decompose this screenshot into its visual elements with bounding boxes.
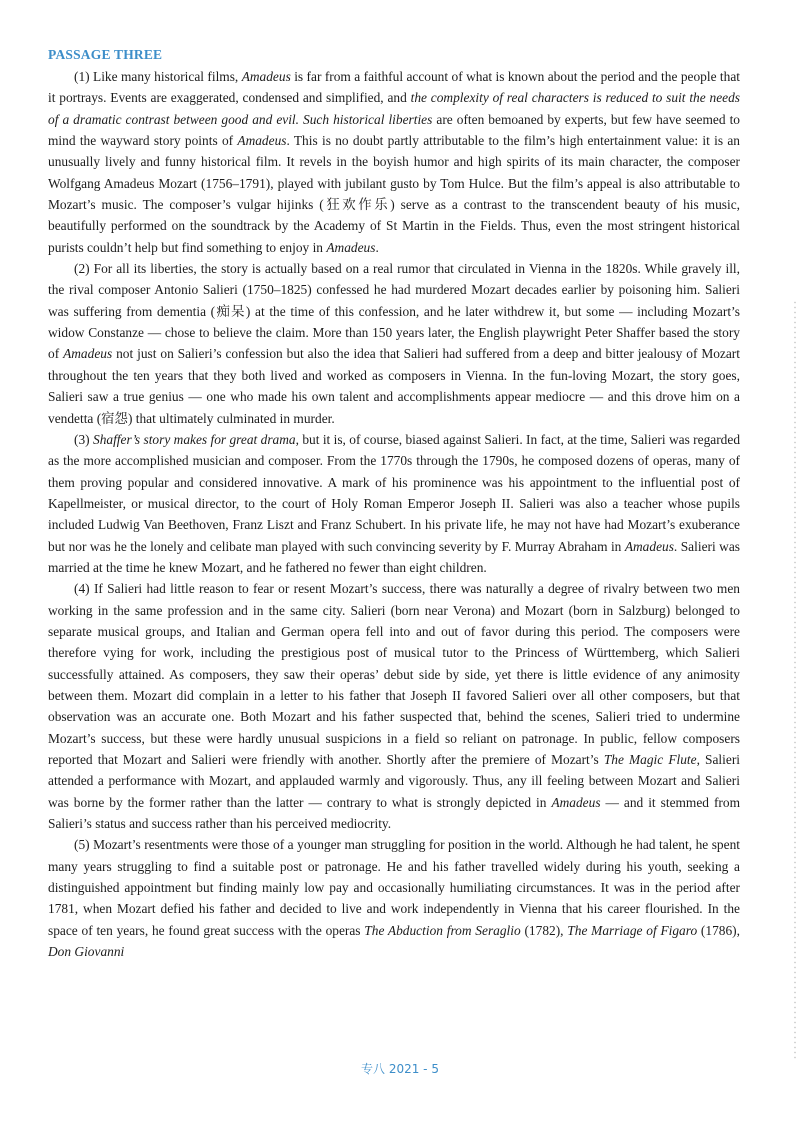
italic-text: The Marriage of Figaro — [567, 922, 698, 938]
paragraph-3 — [48, 429, 740, 578]
text-run: (3) — [74, 431, 93, 447]
italic-text: Amadeus — [237, 133, 287, 149]
text-run: . — [375, 239, 379, 255]
italic-text: Amadeus — [63, 346, 113, 362]
text-run: are often bemoaned by experts, but few have seemed to mind the wayward story points of — [48, 111, 740, 149]
paragraph-1 — [48, 66, 740, 258]
text-run: (1782), — [520, 922, 568, 938]
text-run: . Salieri was married at the time he knew Mozart, and he fathered no fewer than eight children. — [48, 538, 740, 575]
text-run: not just on Salieri’s confession but also the idea that Salieri had suffered from a deep and bitter jealousy of Mozart throughout the ten years that they both lived and worked as composers in Vienna. In the fun-loving Mozart, the story goes, Salieri saw a true genius — one who made his own talent and accomplishments appear mediocre — and this drove him on a vendetta (宿怨) that ultimately culminated in murder. — [48, 346, 740, 426]
italic-text: Amadeus — [326, 239, 376, 255]
text-run: (2) For all its liberties, the story is actually based on a real rumor that circulated in Vienna in the 1820s. While gravely ill, the rival composer Antonio Salieri (1750–1825) confessed he had murdered Mozart decades earlier by poisoning him. Salieri was suffering from dementia (痴呆) at the time of this confession, and he later withdrew it, but some — including Mozart’s widow Constanze — chose to believe the claim. More than 150 years later, the English playwright Peter Shaffer based the story of — [48, 261, 740, 362]
paragraph-2 — [48, 258, 740, 429]
text-run: (5) Mozart’s resentments were those of a younger man struggling for position in the world. Although he had talent, he spent many years struggling to find a suitable post or patronage. He and his father travelled widely during his youth, seeking a distinguished appointment but finding mainly low pay and occasionally humiliating circumstances. It was in the period after 1781, when Mozart defied his father and decided to live and work independently in Vienna that his career flourished. In the space of ten years, he found great success with the operas — [48, 837, 740, 938]
text-run: , Salieri attended a performance with Mozart, and applauded warmly and vigorously. Thus, any ill feeling between Mozart and Salieri was borne by the former rather than the latter — contrary to what is strongly depicted in — [48, 752, 740, 810]
italic-text: the complexity of real characters is reduced to suit the needs of a dramatic contrast between good and evil. Such historical liberties — [48, 90, 740, 127]
italic-text: Amadeus — [551, 794, 601, 810]
text-run: (1786), — [697, 922, 740, 938]
italic-text: Shaffer’s story makes for great drama — [93, 431, 296, 447]
page-footer: 专八 2021 - 5 — [361, 1062, 439, 1076]
paragraph-5 — [48, 834, 740, 962]
italic-text: The Magic Flute — [603, 752, 697, 767]
scan-edge-dots — [794, 300, 796, 1060]
text-run: , but it is, of course, biased against Salieri. In fact, at the time, Salieri was regarded as the more accomplished musician and composer. From the 1770s through the 1790s, he composed dozens of operas, many of them proving popular and considered innovative. A mark of his prominence was his appointment to the influential post of Kapellmeister, or musical director, to the court of Holy Roman Emperor Joseph II. Salieri was also a teacher whose pupils included Ludwig Van Beethoven, Franz Liszt and Franz Schubert. In his private life, he may not have had Mozart’s exuberance but nor was he the lonely and celibate man played with such convincing severity by F. Murray Abraham in — [48, 431, 741, 554]
italic-text: The Abduction from Seraglio — [364, 922, 521, 938]
passage-heading: PASSAGE THREE — [48, 47, 163, 62]
text-run: is far from a faithful account of what is known about the period and the people that it portrays. Events are exaggerated, condensed and simplified, and — [48, 69, 741, 106]
text-run: (4) If Salieri had little reason to fear or resent Mozart’s success, there was naturally a degree of rivalry between two men working in the same profession and in the same city. Salieri (born near Verona) and Mozart (born in Salzburg) belonged to separate musical groups, and Italian and German opera fell into and out of favor during this period. The composers were therefore vying for work, including the prestigious post of musical tutor to the Princess of Württemberg, which Salieri successfully attained. As composers, they saw their operas’ debut side by side, yet there is little evidence of any animosity between them. Mozart did complain in a letter to his father that Joseph II favored Salieri over all other composers, but that observation was an accurate one. Both Mozart and his father suspected that, behind the scenes, Salieri tried to undermine Mozart’s success, but these were hardly unusual suspicions in a field so reliant on patronage. In public, fellow composers reported that Mozart and Salieri were friendly with another. Shortly after the premiere of Mozart’s — [48, 581, 740, 767]
passage-body — [48, 66, 740, 962]
italic-text: Amadeus — [241, 69, 291, 84]
italic-text: Don Giovanni — [48, 944, 125, 960]
text-run: (1) Like many historical films, — [74, 69, 242, 84]
italic-text: Amadeus — [624, 538, 674, 554]
text-run: — and it stemmed from Salieri’s status and success rather than his perceived mediocrity. — [48, 794, 740, 832]
text-run: . This is no doubt partly attributable to the film’s high entertainment value: it is an unusually lively and funny historical film. It revels in the boyish humor and high spirits of its main character, the composer Wolfgang Amadeus Mozart (1756–1791), played with jubilant gusto by Tom Hulce. But the film’s appeal is also attributable to Mozart’s music. The composer’s vulgar hijinks (狂欢作乐) serve as a contrast to the transcendent beauty of his music, beautifully performed on the soundtrack by the Academy of St Martin in the Fields. Thus, even the most stringent historical purists couldn’t help but find something to enjoy in — [48, 133, 740, 255]
paragraph-4 — [48, 578, 740, 834]
